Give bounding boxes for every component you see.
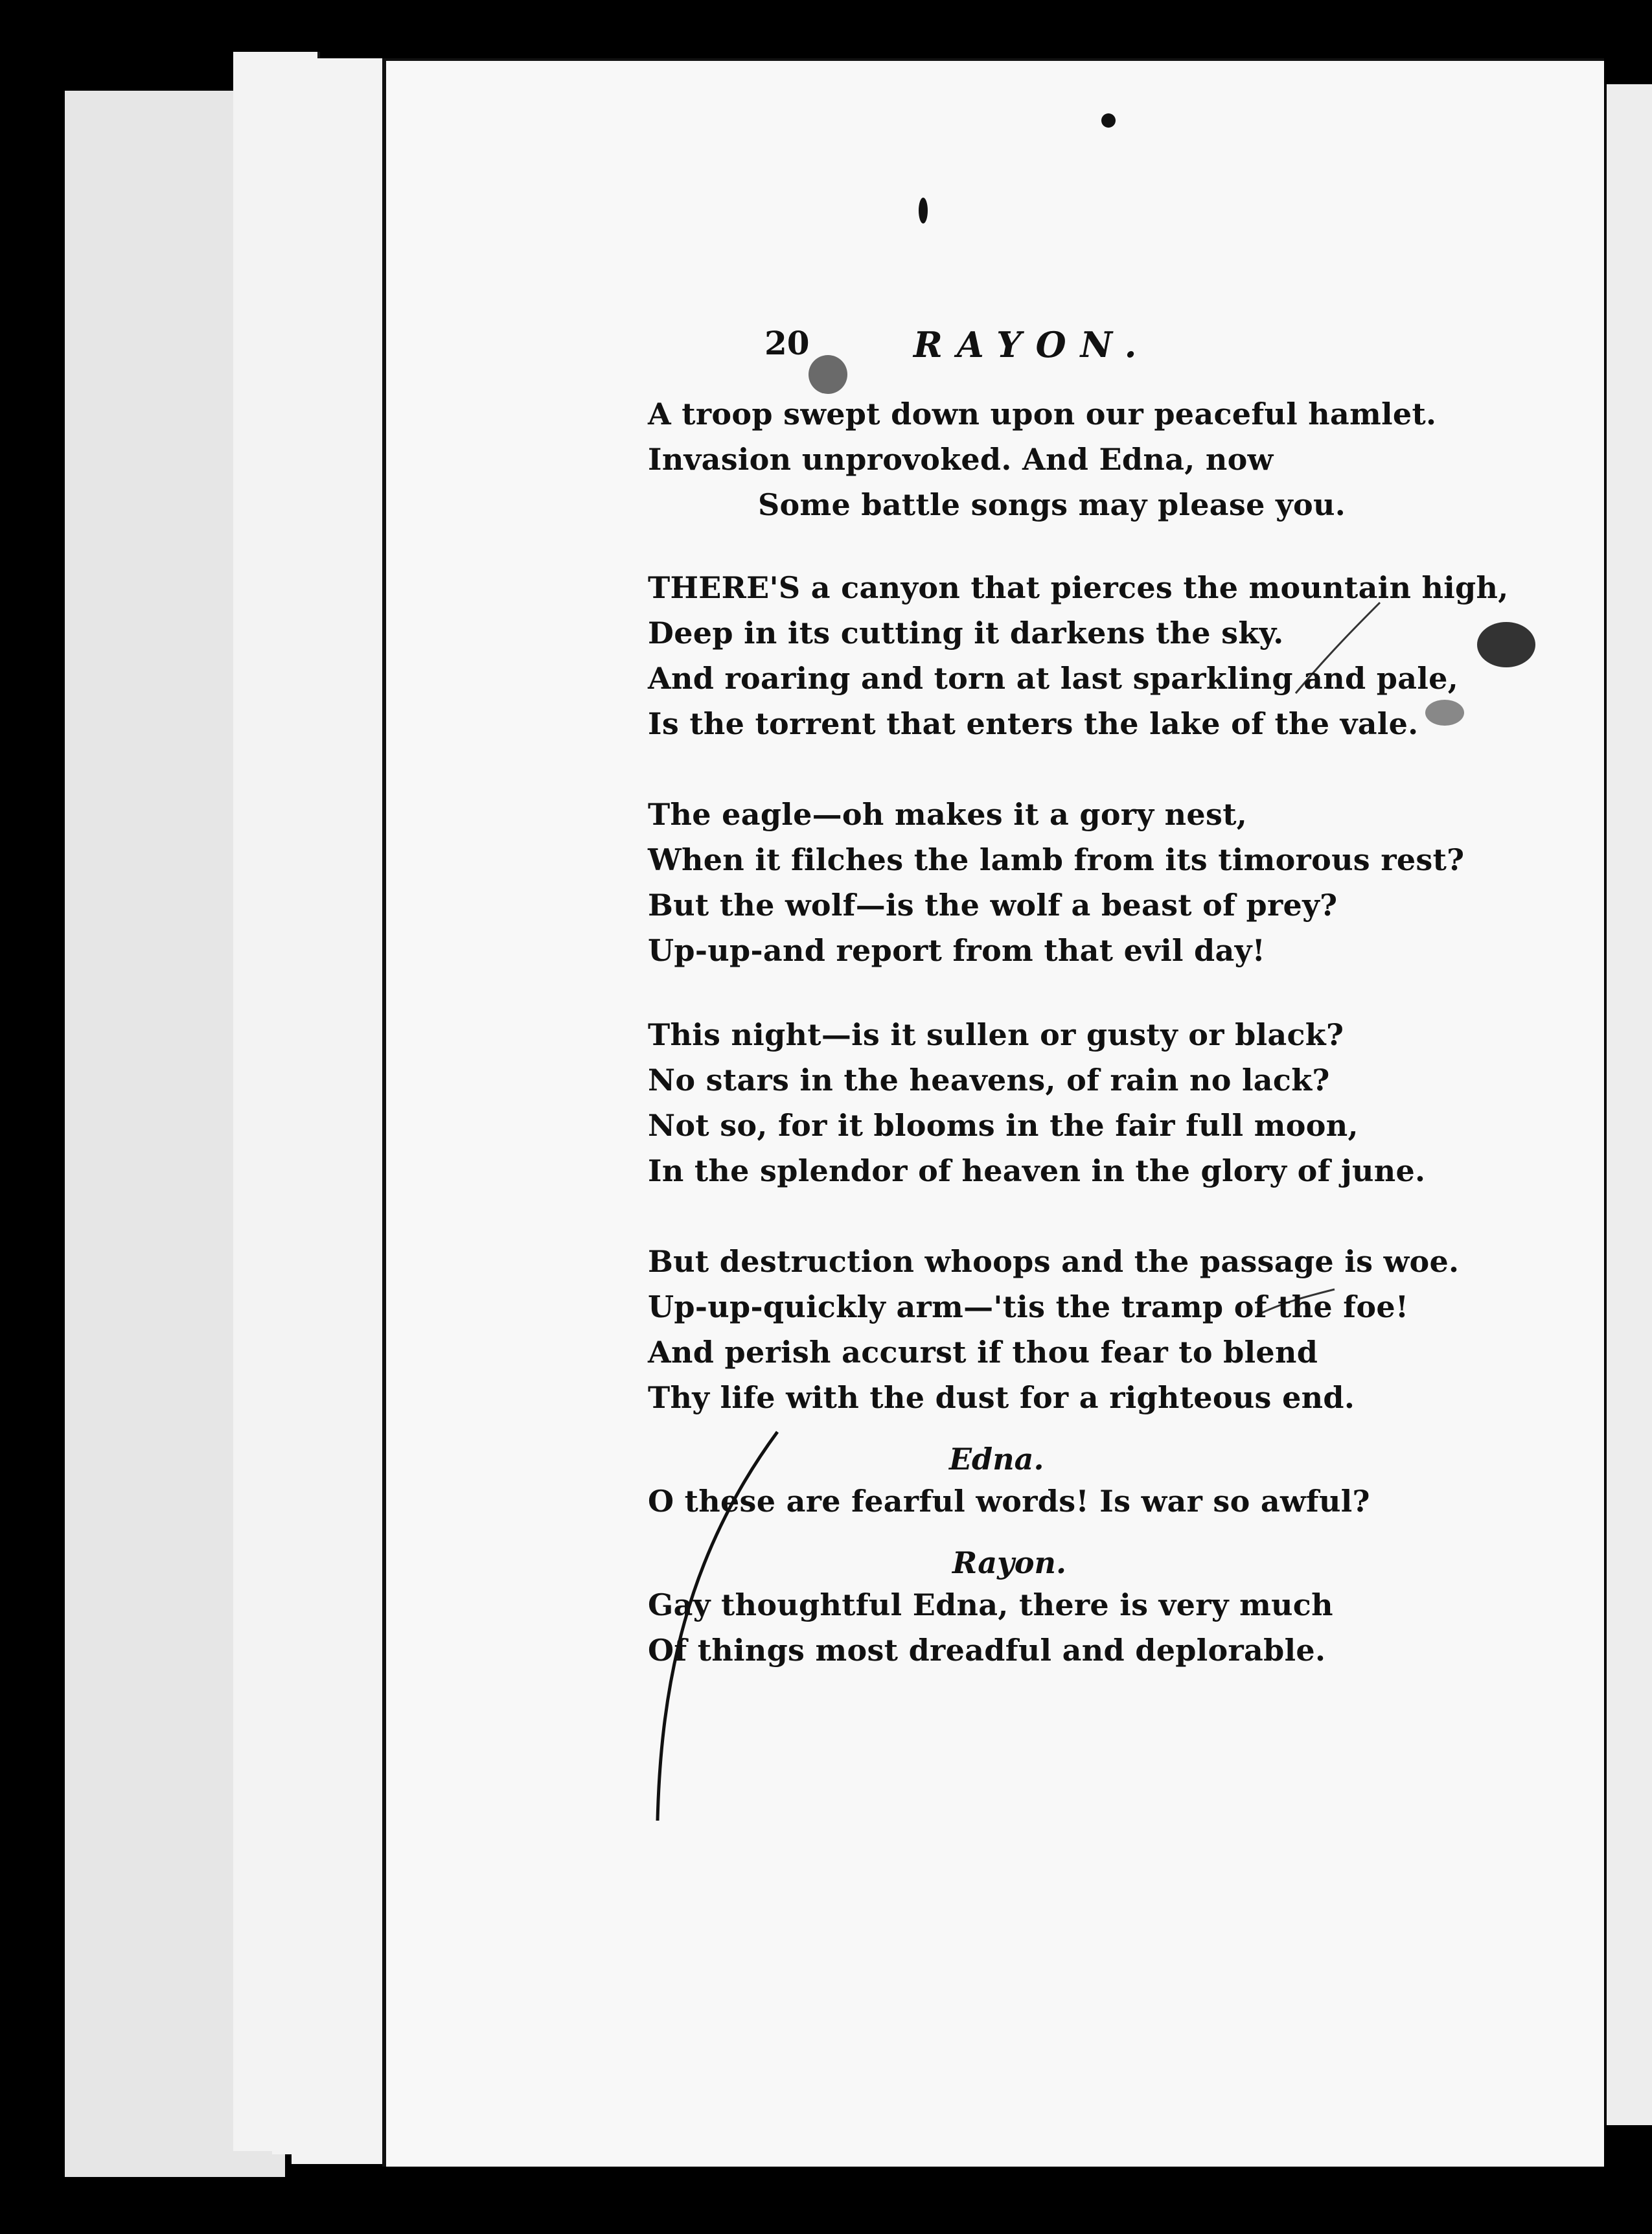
verse-line: Deep in its cutting it darkens the sky. bbox=[648, 616, 1284, 651]
dialogue-line: O these are fearful words! Is war so awful? bbox=[648, 1484, 1370, 1519]
verse-line: THERE'S a canyon that pierces the mountain high, bbox=[648, 570, 1509, 605]
running-title: RAYON. bbox=[913, 324, 1151, 365]
ink-blot bbox=[919, 198, 928, 224]
verse-line: Up-up-quickly arm—'tis the tramp of the foe! bbox=[648, 1289, 1409, 1324]
text-line: Some battle songs may please you. bbox=[758, 487, 1346, 522]
verse-line: Up-up-and report from that evil day! bbox=[648, 933, 1266, 968]
verse-line: And roaring and torn at last sparkling and pale, bbox=[648, 661, 1459, 696]
text-line: A troop swept down upon our peaceful hamlet. bbox=[648, 397, 1437, 432]
verse-line: No stars in the heavens, of rain no lack? bbox=[648, 1063, 1330, 1098]
verse-line: This night—is it sullen or gusty or black? bbox=[648, 1017, 1344, 1052]
speaker-name: Rayon. bbox=[952, 1545, 1066, 1580]
verse-line: And perish accurst if thou fear to blend bbox=[648, 1335, 1318, 1370]
verse-line: Thy life with the dust for a righteous end. bbox=[648, 1380, 1355, 1415]
ink-blot bbox=[1101, 113, 1116, 128]
ink-blot bbox=[809, 355, 847, 394]
ink-blot bbox=[1425, 700, 1464, 726]
text-line: Invasion unprovoked. And Edna, now bbox=[648, 442, 1274, 477]
speaker-name: Edna. bbox=[949, 1442, 1044, 1477]
dialogue-line: Gay thoughtful Edna, there is very much bbox=[648, 1587, 1333, 1622]
verse-line: But the wolf—is the wolf a beast of prey? bbox=[648, 888, 1338, 923]
ink-blot bbox=[1477, 622, 1535, 667]
verse-line: Not so, for it blooms in the fair full moon, bbox=[648, 1108, 1359, 1143]
verse-line: But destruction whoops and the passage is woe. bbox=[648, 1244, 1460, 1279]
verse-line: When it filches the lamb from its timorous rest? bbox=[648, 842, 1465, 877]
page-number: 20 bbox=[764, 324, 810, 362]
verse-line: Is the torrent that enters the lake of the vale. bbox=[648, 706, 1419, 741]
dialogue-line: Of things most dreadful and deplorable. bbox=[648, 1633, 1326, 1668]
verse-line: The eagle—oh makes it a gory nest, bbox=[648, 797, 1248, 832]
verse-line: In the splendor of heaven in the glory of june. bbox=[648, 1153, 1426, 1188]
